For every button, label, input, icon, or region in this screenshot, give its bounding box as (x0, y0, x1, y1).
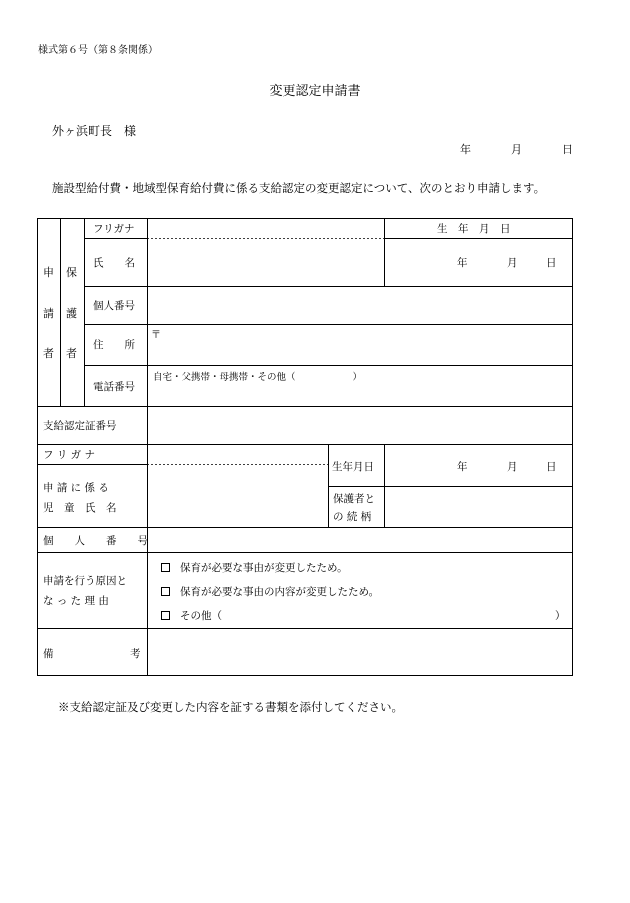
guardian-phone-label: 電話番号 (93, 381, 135, 393)
phone-options: 自宅・父携帯・母携帯・その他（ ） (153, 372, 363, 383)
footnote: ※支給認定証及び変更した内容を証する書類を添付してください。 (58, 700, 403, 714)
checkbox-icon[interactable] (161, 563, 170, 572)
remarks-label-part2: 考 (130, 648, 141, 660)
applicant-label-char-1: 申 (43, 266, 54, 279)
reason-option-3-label: その他（ (180, 610, 222, 622)
child-birth-day: 日 (546, 461, 557, 473)
child-birth-year: 年 (457, 461, 468, 473)
guardian-birth-header: 生 年 月 日 (437, 223, 511, 235)
applicant-label-char-2: 請 (43, 307, 54, 320)
date-year-label: 年 (460, 143, 471, 156)
child-birth-month: 月 (507, 461, 518, 473)
reason-other-close-paren: ） (555, 610, 566, 622)
relation-label-line2: の 続 柄 (333, 511, 372, 523)
applicant-label-char-3: 者 (43, 347, 54, 360)
application-form-table (37, 218, 573, 676)
child-birth-label: 生年月日 (332, 461, 374, 473)
addressee: 外ヶ浜町長 様 (52, 124, 137, 138)
reason-option-3[interactable] (161, 608, 222, 623)
guardian-address-label: 住 所 (93, 339, 135, 351)
guardian-label-char-1: 保 (66, 266, 77, 279)
child-furigana-label: フ リ ガ ナ (43, 449, 96, 461)
guardian-birth-year: 年 (457, 257, 468, 269)
reason-label-line2: な っ た 理 由 (43, 595, 109, 607)
date-month-label: 月 (511, 143, 522, 156)
reason-option-1[interactable] (161, 560, 348, 575)
document-title: 変更認定申請書 (269, 84, 361, 99)
guardian-birth-month: 月 (507, 257, 518, 269)
guardian-birth-day: 日 (546, 257, 557, 269)
remarks-label-part1: 備 (43, 648, 54, 660)
date-day-label: 日 (562, 143, 573, 156)
guardian-id-label: 個人番号 (93, 300, 135, 312)
form-grid-lines (37, 218, 573, 676)
child-name-label-line2: 児 童 氏 名 (43, 502, 117, 514)
reason-option-2-label: 保育が必要な事由の内容が変更したため。 (180, 586, 380, 598)
guardian-name-label: 氏 名 (93, 257, 135, 269)
child-id-label: 個 人 番 号 (43, 535, 148, 547)
checkbox-icon[interactable] (161, 587, 170, 596)
reason-option-1-label: 保育が必要な事由が変更したため。 (180, 562, 348, 574)
reason-label-line1: 申請を行う原因と (43, 575, 127, 587)
child-name-label-line1: 申 請 に 係 る (43, 482, 109, 494)
intro-statement: 施設型給付費・地域型保育給付費に係る支給認定の変更認定について、次のとおり申請します。 (52, 181, 546, 195)
reason-option-2[interactable] (161, 584, 379, 599)
certificate-number-label: 支給認定証番号 (43, 420, 117, 432)
guardian-furigana-label: フリガナ (93, 223, 135, 235)
postal-mark: 〒 (151, 330, 161, 341)
form-number: 様式第６号（第８条関係） (38, 45, 158, 56)
checkbox-icon[interactable] (161, 611, 170, 620)
relation-label-line1: 保護者と (333, 493, 375, 505)
guardian-label-char-3: 者 (66, 347, 77, 360)
guardian-label-char-2: 護 (66, 307, 77, 320)
